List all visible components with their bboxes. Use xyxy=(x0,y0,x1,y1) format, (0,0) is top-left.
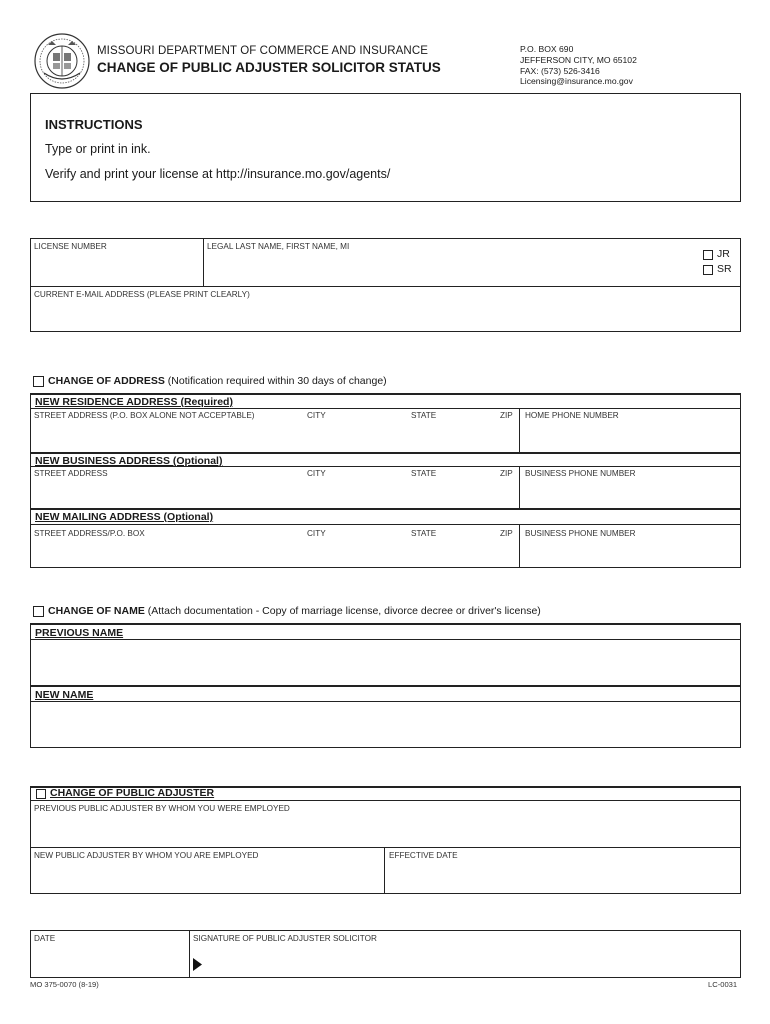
divider xyxy=(30,508,741,510)
form-code: LC-0031 xyxy=(708,980,738,989)
divider xyxy=(30,286,741,287)
divider xyxy=(203,238,204,286)
change-of-address-title: CHANGE OF ADDRESS (Notification required within 30 days of change) xyxy=(48,375,387,387)
legal-name-field[interactable]: LEGAL LAST NAME, FIRST NAME, MI xyxy=(207,242,350,251)
fax-number: FAX: (573) 526-3416 xyxy=(520,65,600,76)
instructions-heading: INSTRUCTIONS xyxy=(45,117,143,132)
divider xyxy=(189,930,190,978)
license-number-field[interactable]: LICENSE NUMBER xyxy=(34,242,107,251)
contact-email: Licensing@insurance.mo.gov xyxy=(520,76,633,87)
residence-zip-field[interactable]: ZIP xyxy=(500,411,513,420)
applicant-info-box xyxy=(30,238,741,332)
effective-date-field[interactable]: EFFECTIVE DATE xyxy=(389,851,458,860)
previous-adjuster-field[interactable]: PREVIOUS PUBLIC ADJUSTER BY WHOM YOU WERE EMPLOYED xyxy=(34,804,290,813)
divider xyxy=(30,701,741,702)
divider xyxy=(30,639,741,640)
business-city-field[interactable]: CITY xyxy=(307,469,326,478)
new-adjuster-field[interactable]: NEW PUBLIC ADJUSTER BY WHOM YOU ARE EMPLOYED xyxy=(34,851,259,860)
date-field[interactable]: DATE xyxy=(34,934,56,943)
mailing-state-field[interactable]: STATE xyxy=(411,529,437,538)
signature-section-box xyxy=(30,930,741,978)
divider xyxy=(30,847,741,848)
previous-name-field[interactable]: PREVIOUS NAME xyxy=(35,627,124,639)
divider xyxy=(384,847,385,894)
residence-state-field[interactable]: STATE xyxy=(411,411,437,420)
change-of-address-checkbox[interactable] xyxy=(33,376,44,387)
business-phone-field[interactable]: BUSINESS PHONE NUMBER xyxy=(525,469,636,478)
change-of-name-title: CHANGE OF NAME (Attach documentation - Copy of marriage license, divorce decree or driver's license) xyxy=(48,605,541,617)
change-of-name-checkbox[interactable] xyxy=(33,606,44,617)
jr-label: JR xyxy=(717,248,730,260)
form-title: CHANGE OF PUBLIC ADJUSTER SOLICITOR STATUS xyxy=(97,60,441,75)
divider xyxy=(30,408,741,409)
sr-label: SR xyxy=(717,263,732,275)
divider xyxy=(30,466,741,467)
business-zip-field[interactable]: ZIP xyxy=(500,469,513,478)
adjuster-section-box xyxy=(30,786,741,894)
state-seal-icon xyxy=(34,33,90,89)
new-name-field[interactable]: NEW NAME xyxy=(35,689,94,701)
business-street-field[interactable]: STREET ADDRESS xyxy=(34,469,108,478)
business-state-field[interactable]: STATE xyxy=(411,469,437,478)
divider xyxy=(30,800,741,801)
sr-checkbox[interactable] xyxy=(703,265,713,275)
business-address-heading: NEW BUSINESS ADDRESS (Optional) xyxy=(35,455,223,467)
divider xyxy=(30,452,741,454)
mailing-city-field[interactable]: CITY xyxy=(307,529,326,538)
mailing-address-heading: NEW MAILING ADDRESS (Optional) xyxy=(35,511,214,523)
form-number: MO 375-0070 (8-19) xyxy=(30,980,99,989)
mailing-contact-block xyxy=(520,44,637,87)
mailing-street-field[interactable]: STREET ADDRESS/P.O. BOX xyxy=(34,529,145,538)
residence-city-field[interactable]: CITY xyxy=(307,411,326,420)
instruction-verify: Verify and print your license at http://insurance.mo.gov/agents/ xyxy=(45,167,391,181)
divider xyxy=(30,524,741,525)
divider xyxy=(519,524,520,568)
po-box: P.O. BOX 690 xyxy=(520,44,574,54)
city-state-zip: JEFFERSON CITY, MO 65102 xyxy=(520,54,637,65)
department-name: MISSOURI DEPARTMENT OF COMMERCE AND INSURANCE xyxy=(97,45,429,57)
divider xyxy=(30,685,741,687)
sign-here-arrow-icon xyxy=(193,958,202,971)
change-of-adjuster-checkbox[interactable] xyxy=(36,789,46,799)
residence-street-field[interactable]: STREET ADDRESS (P.O. BOX ALONE NOT ACCEPTABLE) xyxy=(34,411,255,420)
mailing-zip-field[interactable]: ZIP xyxy=(500,529,513,538)
divider xyxy=(519,408,520,452)
signature-field[interactable]: SIGNATURE OF PUBLIC ADJUSTER SOLICITOR xyxy=(193,934,377,943)
divider xyxy=(519,466,520,508)
change-of-adjuster-title: CHANGE OF PUBLIC ADJUSTER xyxy=(50,787,215,799)
instruction-ink: Type or print in ink. xyxy=(45,142,151,156)
residence-address-heading: NEW RESIDENCE ADDRESS (Required) xyxy=(35,396,233,408)
home-phone-field[interactable]: HOME PHONE NUMBER xyxy=(525,411,619,420)
jr-checkbox[interactable] xyxy=(703,250,713,260)
mailing-phone-field[interactable]: BUSINESS PHONE NUMBER xyxy=(525,529,636,538)
email-field[interactable]: CURRENT E-MAIL ADDRESS (PLEASE PRINT CLEARLY) xyxy=(34,290,250,299)
